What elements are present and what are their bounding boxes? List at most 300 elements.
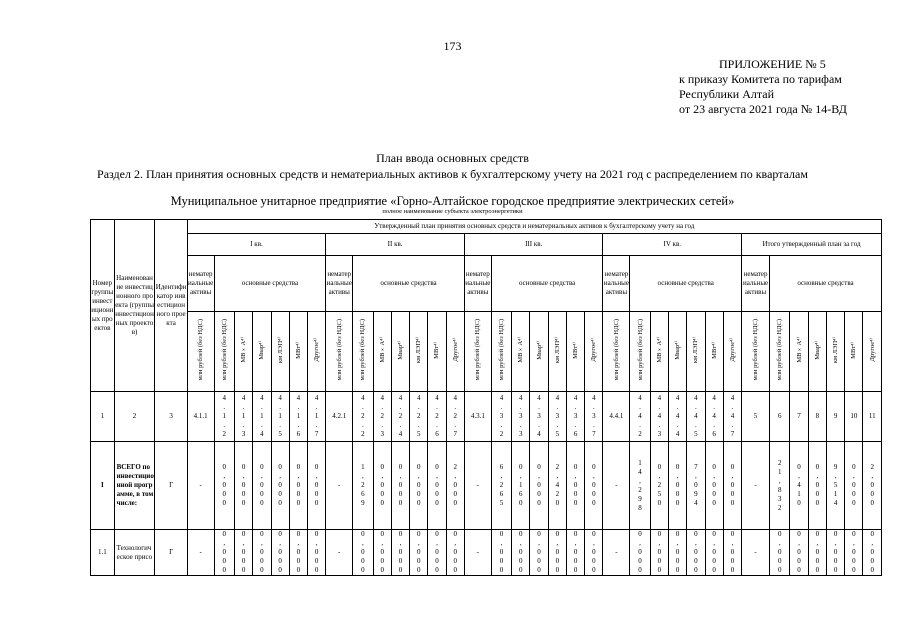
value-stack: 0 , 4 1 0 bbox=[797, 463, 801, 507]
header-unit bbox=[566, 312, 584, 392]
header-unit bbox=[253, 312, 271, 392]
cell-value bbox=[566, 530, 584, 576]
unit-label: млн рублей (без НДС) bbox=[359, 319, 367, 381]
header-unit bbox=[630, 312, 650, 392]
header-intangible: нематериальные активы bbox=[603, 256, 630, 312]
header-unit bbox=[187, 312, 214, 392]
index-cell: 3 bbox=[155, 392, 187, 442]
cell-value bbox=[548, 530, 566, 576]
header-intangible: нематериальные активы bbox=[464, 256, 491, 312]
header-unit bbox=[428, 312, 446, 392]
index-row bbox=[91, 392, 882, 442]
value-stack: 0 , 0 0 0 bbox=[852, 463, 856, 507]
index-cell bbox=[705, 392, 723, 442]
cell-value bbox=[234, 442, 252, 530]
index-cell: 1 bbox=[91, 392, 115, 442]
cell-intangible: - bbox=[326, 442, 353, 530]
header-unit bbox=[271, 312, 289, 392]
index-cell bbox=[410, 392, 428, 442]
header-unit bbox=[650, 312, 668, 392]
unit-label: МВ×А⁴⁾ bbox=[655, 337, 663, 363]
header-main: Утвержденный план принятия основных средств и нематериальных активов к бухгалтерскому учету на год bbox=[187, 220, 881, 234]
value-stack: 0 , 0 0 0 bbox=[555, 530, 560, 574]
header-period: Итого утвержденный план за год bbox=[742, 234, 882, 256]
cell-value bbox=[770, 530, 790, 576]
index-cell bbox=[630, 392, 650, 442]
cell-intangible: - bbox=[187, 530, 214, 576]
header-unit bbox=[234, 312, 252, 392]
header-unit bbox=[603, 312, 630, 392]
value-stack: 0 , 0 0 0 bbox=[537, 463, 541, 507]
value-stack: 0 , 0 0 0 bbox=[777, 530, 782, 574]
value-stack: 2 , 4 2 0 bbox=[555, 463, 560, 507]
index-stack: 4 . 2 . 4 bbox=[398, 394, 403, 438]
header-unit bbox=[308, 312, 326, 392]
header-unit bbox=[512, 312, 530, 392]
value-stack: 0 , 0 0 0 bbox=[675, 530, 680, 574]
cell-value bbox=[826, 530, 844, 576]
cell-value bbox=[530, 442, 548, 530]
index-cell bbox=[289, 392, 307, 442]
unit-label: млн рублей (без НДС) bbox=[636, 319, 644, 381]
header-unit bbox=[353, 312, 373, 392]
index-stack: 4 . 3 . 4 bbox=[537, 394, 541, 438]
cell-value bbox=[790, 530, 808, 576]
index-cell: 2 bbox=[114, 392, 155, 442]
value-stack: 0 , 0 0 0 bbox=[852, 530, 856, 574]
header-fixed-assets: основные средства bbox=[770, 256, 882, 312]
cell-value bbox=[512, 530, 530, 576]
index-stack: 4 . 4 . 5 bbox=[694, 394, 698, 438]
cell-value bbox=[845, 530, 863, 576]
cell-value bbox=[770, 442, 790, 530]
value-stack: 0 , 0 0 0 bbox=[260, 530, 264, 574]
index-stack: 4 . 1 . 2 bbox=[222, 394, 227, 438]
unit-label: МВт⁴⁾ bbox=[850, 341, 858, 359]
cell-intangible: - bbox=[187, 442, 214, 530]
value-stack: 0 , 0 0 0 bbox=[260, 463, 264, 507]
index-cell bbox=[373, 392, 391, 442]
index-stack: 4 . 3 . 3 bbox=[519, 394, 523, 438]
value-stack: 0 , 0 0 0 bbox=[314, 530, 319, 574]
value-stack: 2 , 0 0 0 bbox=[453, 463, 457, 507]
header-intangible: нематериальные активы bbox=[326, 256, 353, 312]
value-stack: 9 , 5 1 4 bbox=[833, 463, 838, 507]
value-stack: 0 , 0 0 0 bbox=[694, 530, 698, 574]
value-stack: 0 , 0 0 0 bbox=[278, 530, 282, 574]
cell-intangible: - bbox=[603, 442, 630, 530]
index-cell bbox=[548, 392, 566, 442]
table-row bbox=[91, 530, 882, 576]
index-cell: 11 bbox=[863, 392, 882, 442]
index-cell: 5 bbox=[742, 392, 770, 442]
index-cell bbox=[446, 392, 464, 442]
header-col-number: Номер группы инвестиционных проектов bbox=[91, 220, 115, 392]
cell-intangible: - bbox=[464, 442, 491, 530]
cell-value bbox=[808, 442, 826, 530]
cell-value bbox=[373, 530, 391, 576]
index-cell bbox=[566, 392, 584, 442]
value-stack: 0 , 0 0 0 bbox=[592, 463, 596, 507]
cell-value bbox=[687, 530, 705, 576]
value-stack: 0 , 0 0 0 bbox=[222, 463, 227, 507]
unit-label: МВт⁴⁾ bbox=[433, 341, 441, 359]
value-stack: 0 , 0 0 0 bbox=[296, 530, 301, 574]
cell-value bbox=[650, 442, 668, 530]
appendix-line: Республики Алтай bbox=[679, 87, 774, 101]
cell-value bbox=[863, 442, 882, 530]
index-cell bbox=[723, 392, 741, 442]
unit-label: Другое⁴⁾ bbox=[868, 338, 876, 362]
value-stack: 0 , 0 0 0 bbox=[537, 530, 541, 574]
cell-value bbox=[214, 530, 234, 576]
cell-value bbox=[428, 530, 446, 576]
value-stack: 6 , 2 6 5 bbox=[499, 463, 504, 507]
appendix-line: к приказу Комитета по тарифам bbox=[679, 72, 842, 86]
unit-label: Мвар⁴⁾ bbox=[674, 340, 682, 360]
cell-value bbox=[705, 530, 723, 576]
index-cell: 4.3.1 bbox=[464, 392, 491, 442]
index-stack: 4 . 4 . 6 bbox=[712, 394, 716, 438]
header-unit bbox=[669, 312, 687, 392]
value-stack: 0 , 0 0 0 bbox=[815, 463, 820, 507]
cell-value bbox=[391, 530, 409, 576]
cell-value bbox=[585, 530, 603, 576]
header-period: III кв. bbox=[464, 234, 603, 256]
row-name: Технологическое присо bbox=[114, 530, 155, 576]
cell-value bbox=[308, 530, 326, 576]
cell-intangible: - bbox=[603, 530, 630, 576]
appendix-title: ПРИЛОЖЕНИЕ № 5 bbox=[719, 57, 826, 71]
header-col-name: Наименование инвестиционного проекта (группы инвестиционных проектов) bbox=[114, 220, 155, 392]
cell-value bbox=[566, 442, 584, 530]
header-unit bbox=[214, 312, 234, 392]
value-stack: 0 , 0 0 0 bbox=[380, 530, 384, 574]
index-cell bbox=[214, 392, 234, 442]
index-stack: 4 . 4 . 7 bbox=[730, 394, 735, 438]
value-stack: 0 , 0 0 0 bbox=[638, 530, 642, 574]
cell-value bbox=[391, 442, 409, 530]
value-stack: 2 , 0 0 0 bbox=[870, 463, 874, 507]
investment-plan-table bbox=[90, 219, 882, 576]
cell-value bbox=[410, 442, 428, 530]
cell-value bbox=[353, 530, 373, 576]
header-unit bbox=[530, 312, 548, 392]
header-row-periods bbox=[91, 234, 882, 256]
index-cell: 4.4.1 bbox=[603, 392, 630, 442]
unit-label: км ЛЭП⁴⁾ bbox=[276, 336, 284, 364]
appendix-block bbox=[679, 57, 847, 117]
unit-label: млн рублей (без НДС) bbox=[197, 319, 205, 381]
header-unit bbox=[289, 312, 307, 392]
cell-value bbox=[373, 442, 391, 530]
value-stack: 7 , 0 9 4 bbox=[694, 463, 698, 507]
index-cell bbox=[491, 392, 511, 442]
cell-intangible: - bbox=[326, 530, 353, 576]
header-row-main bbox=[91, 220, 882, 234]
unit-label: МВ×А⁴⁾ bbox=[240, 337, 248, 363]
row-id: Г bbox=[155, 530, 187, 576]
index-stack: 4 . 1 . 3 bbox=[241, 394, 246, 438]
header-fixed-assets: основные средства bbox=[353, 256, 465, 312]
unit-label: Мвар⁴⁾ bbox=[258, 340, 266, 360]
index-stack: 4 . 4 . 3 bbox=[657, 394, 662, 438]
index-stack: 4 . 1 . 4 bbox=[260, 394, 264, 438]
index-stack: 4 . 3 . 7 bbox=[592, 394, 596, 438]
index-cell: 10 bbox=[845, 392, 863, 442]
document-title: План ввода основных средств bbox=[376, 151, 529, 165]
header-unit bbox=[826, 312, 844, 392]
index-cell: 6 bbox=[770, 392, 790, 442]
unit-label: млн рублей (без НДС) bbox=[612, 319, 620, 381]
unit-label: км ЛЭП⁴⁾ bbox=[553, 336, 561, 364]
cell-intangible: - bbox=[742, 442, 770, 530]
cell-value bbox=[512, 442, 530, 530]
unit-label: км ЛЭП⁴⁾ bbox=[692, 336, 700, 364]
index-stack: 4 . 4 . 2 bbox=[638, 394, 642, 438]
unit-label: МВ×А⁴⁾ bbox=[378, 337, 386, 363]
index-stack: 4 . 1 . 7 bbox=[314, 394, 319, 438]
index-cell bbox=[512, 392, 530, 442]
header-period: I кв. bbox=[187, 234, 326, 256]
header-period: IV кв. bbox=[603, 234, 742, 256]
header-unit bbox=[391, 312, 409, 392]
cell-value bbox=[491, 530, 511, 576]
value-stack: 0 , 0 0 0 bbox=[657, 530, 662, 574]
value-stack: 0 , 0 0 0 bbox=[361, 530, 365, 574]
unit-label: МВ×А⁴⁾ bbox=[795, 337, 803, 363]
value-stack: 1 4 , 2 9 8 bbox=[638, 458, 642, 512]
unit-label: Другое⁴⁾ bbox=[451, 338, 459, 362]
index-stack: 4 . 3 . 5 bbox=[555, 394, 560, 438]
header-unit bbox=[548, 312, 566, 392]
value-stack: 0 , 0 0 0 bbox=[797, 530, 801, 574]
unit-label: Мвар⁴⁾ bbox=[535, 340, 543, 360]
cell-value bbox=[845, 442, 863, 530]
cell-value bbox=[548, 442, 566, 530]
index-cell bbox=[585, 392, 603, 442]
value-stack: 0 , 0 0 0 bbox=[435, 530, 439, 574]
row-id: Г bbox=[155, 442, 187, 530]
index-cell bbox=[687, 392, 705, 442]
cell-value bbox=[723, 530, 741, 576]
value-stack: 0 , 0 0 0 bbox=[730, 530, 735, 574]
unit-label: км ЛЭП⁴⁾ bbox=[832, 336, 840, 364]
section-title: Раздел 2. План принятия основных средств и нематериальных активов к бухгалтерскому учету на 2021 год с распределением по кварталам bbox=[97, 167, 808, 181]
index-stack: 4 . 4 . 4 bbox=[675, 394, 680, 438]
index-stack: 4 . 2 . 6 bbox=[435, 394, 439, 438]
index-cell bbox=[253, 392, 271, 442]
value-stack: 0 , 0 0 0 bbox=[241, 463, 246, 507]
header-fixed-assets: основные средства bbox=[491, 256, 603, 312]
index-stack: 4 . 2 . 2 bbox=[361, 394, 365, 438]
header-unit bbox=[446, 312, 464, 392]
index-cell bbox=[353, 392, 373, 442]
cell-value bbox=[630, 442, 650, 530]
header-unit bbox=[410, 312, 428, 392]
cell-value bbox=[669, 442, 687, 530]
cell-value bbox=[446, 442, 464, 530]
index-cell: 8 bbox=[808, 392, 826, 442]
unit-label: млн рублей (без НДС) bbox=[220, 319, 228, 381]
cell-value bbox=[669, 530, 687, 576]
row-name: ВСЕГО по инвестиционной программе, в том числе: bbox=[114, 442, 155, 530]
index-cell: 4.1.1 bbox=[187, 392, 214, 442]
cell-value bbox=[530, 530, 548, 576]
cell-value bbox=[289, 442, 307, 530]
cell-value bbox=[687, 442, 705, 530]
value-stack: 0 , 0 0 0 bbox=[573, 530, 578, 574]
header-period: II кв. bbox=[326, 234, 465, 256]
value-stack: 0 , 1 6 0 bbox=[519, 463, 523, 507]
unit-label: млн рублей (без НДС) bbox=[497, 319, 505, 381]
header-unit bbox=[742, 312, 770, 392]
unit-label: МВт⁴⁾ bbox=[294, 341, 302, 359]
header-unit bbox=[373, 312, 391, 392]
cell-value bbox=[446, 530, 464, 576]
cell-value bbox=[428, 442, 446, 530]
cell-value bbox=[790, 442, 808, 530]
value-stack: 0 , 0 0 0 bbox=[675, 463, 680, 507]
unit-label: МВт⁴⁾ bbox=[572, 341, 580, 359]
cell-value bbox=[585, 442, 603, 530]
value-stack: 0 , 0 0 0 bbox=[870, 530, 874, 574]
value-stack: 0 , 0 0 0 bbox=[398, 463, 403, 507]
cell-value bbox=[491, 442, 511, 530]
cell-value bbox=[214, 442, 234, 530]
cell-intangible: - bbox=[464, 530, 491, 576]
value-stack: 0 , 0 0 0 bbox=[278, 463, 282, 507]
value-stack: 0 , 0 0 0 bbox=[833, 530, 838, 574]
value-stack: 2 1 , 8 3 2 bbox=[777, 458, 782, 512]
header-row-groups bbox=[91, 256, 882, 312]
value-stack: 0 , 0 0 0 bbox=[435, 463, 439, 507]
index-cell bbox=[308, 392, 326, 442]
cell-value bbox=[234, 530, 252, 576]
header-intangible: нематериальные активы bbox=[187, 256, 214, 312]
cell-value bbox=[410, 530, 428, 576]
cell-value bbox=[289, 530, 307, 576]
unit-label: МВ×А⁴⁾ bbox=[517, 337, 525, 363]
index-cell bbox=[271, 392, 289, 442]
cell-value bbox=[271, 530, 289, 576]
organization-name: Муниципальное унитарное предприятие «Горно-Алтайское городское предприятие электрических сетей» bbox=[170, 194, 735, 208]
cell-value bbox=[705, 442, 723, 530]
value-stack: 0 , 0 0 0 bbox=[815, 530, 820, 574]
value-stack: 0 , 0 0 0 bbox=[241, 530, 246, 574]
cell-value bbox=[271, 442, 289, 530]
cell-value bbox=[723, 442, 741, 530]
index-cell: 9 bbox=[826, 392, 844, 442]
cell-value bbox=[826, 442, 844, 530]
value-stack: 1 , 2 6 9 bbox=[361, 463, 365, 507]
unit-label: Другое⁴⁾ bbox=[590, 338, 598, 362]
unit-label: млн рублей (без НДС) bbox=[776, 319, 784, 381]
index-cell: 4.2.1 bbox=[326, 392, 353, 442]
index-stack: 4 . 2 . 7 bbox=[453, 394, 457, 438]
unit-label: Мвар⁴⁾ bbox=[813, 340, 821, 360]
header-unit bbox=[808, 312, 826, 392]
value-stack: 0 , 0 0 0 bbox=[730, 463, 735, 507]
unit-label: км ЛЭП⁴⁾ bbox=[415, 336, 423, 364]
row-number: 1.1 bbox=[91, 530, 115, 576]
table-row bbox=[91, 442, 882, 530]
value-stack: 0 , 0 0 0 bbox=[398, 530, 403, 574]
unit-label: МВт⁴⁾ bbox=[710, 341, 718, 359]
header-unit bbox=[863, 312, 882, 392]
cell-value bbox=[808, 530, 826, 576]
unit-label: Мвар⁴⁾ bbox=[396, 340, 404, 360]
value-stack: 0 , 0 0 0 bbox=[573, 463, 578, 507]
index-stack: 4 . 3 . 6 bbox=[573, 394, 578, 438]
unit-label: млн рублей (без НДС) bbox=[335, 319, 343, 381]
value-stack: 0 , 0 0 0 bbox=[453, 530, 457, 574]
page-number: 173 bbox=[443, 39, 462, 53]
header-unit bbox=[705, 312, 723, 392]
index-stack: 4 . 2 . 5 bbox=[416, 394, 421, 438]
cell-value bbox=[863, 530, 882, 576]
cell-value bbox=[353, 442, 373, 530]
value-stack: 0 , 0 0 0 bbox=[592, 530, 596, 574]
header-fixed-assets: основные средства bbox=[630, 256, 742, 312]
organization-caption: полное наименование субъекта электроэнергетики bbox=[382, 208, 523, 215]
cell-intangible: - bbox=[742, 530, 770, 576]
header-row-units bbox=[91, 312, 882, 392]
index-stack: 4 . 2 . 3 bbox=[380, 394, 384, 438]
value-stack: 0 , 0 0 0 bbox=[380, 463, 384, 507]
header-unit bbox=[845, 312, 863, 392]
cell-value bbox=[308, 442, 326, 530]
index-cell bbox=[234, 392, 252, 442]
index-cell: 7 bbox=[790, 392, 808, 442]
header-unit bbox=[326, 312, 353, 392]
header-unit bbox=[790, 312, 808, 392]
header-intangible: нематериальные активы bbox=[742, 256, 770, 312]
header-unit bbox=[464, 312, 491, 392]
header-col-id: Идентификатор инвестиционного проекта bbox=[155, 220, 187, 392]
header-unit bbox=[687, 312, 705, 392]
index-cell bbox=[650, 392, 668, 442]
value-stack: 0 , 0 0 0 bbox=[712, 530, 716, 574]
header-fixed-assets: основные средства bbox=[214, 256, 326, 312]
cell-value bbox=[253, 530, 271, 576]
header-unit bbox=[770, 312, 790, 392]
cell-value bbox=[650, 530, 668, 576]
header-unit bbox=[723, 312, 741, 392]
value-stack: 0 , 0 0 0 bbox=[712, 463, 716, 507]
value-stack: 0 , 0 0 0 bbox=[519, 530, 523, 574]
cell-value bbox=[253, 442, 271, 530]
index-cell bbox=[669, 392, 687, 442]
unit-label: млн рублей (без НДС) bbox=[474, 319, 482, 381]
value-stack: 0 , 0 0 0 bbox=[222, 530, 227, 574]
row-number: I bbox=[91, 442, 115, 530]
unit-label: Другое⁴⁾ bbox=[313, 338, 321, 362]
index-stack: 4 . 1 . 6 bbox=[296, 394, 301, 438]
unit-label: Другое⁴⁾ bbox=[728, 338, 736, 362]
appendix-line: от 23 августа 2021 года № 14-ВД bbox=[679, 102, 847, 116]
index-cell bbox=[391, 392, 409, 442]
value-stack: 0 , 0 0 0 bbox=[314, 463, 319, 507]
value-stack: 0 , 2 5 0 bbox=[657, 463, 662, 507]
value-stack: 0 , 0 0 0 bbox=[416, 463, 421, 507]
value-stack: 0 , 0 0 0 bbox=[296, 463, 301, 507]
value-stack: 0 , 0 0 0 bbox=[499, 530, 504, 574]
index-stack: 4 . 1 . 5 bbox=[278, 394, 282, 438]
index-stack: 4 . 3 . 2 bbox=[499, 394, 504, 438]
value-stack: 0 , 0 0 0 bbox=[416, 530, 421, 574]
header-unit bbox=[491, 312, 511, 392]
